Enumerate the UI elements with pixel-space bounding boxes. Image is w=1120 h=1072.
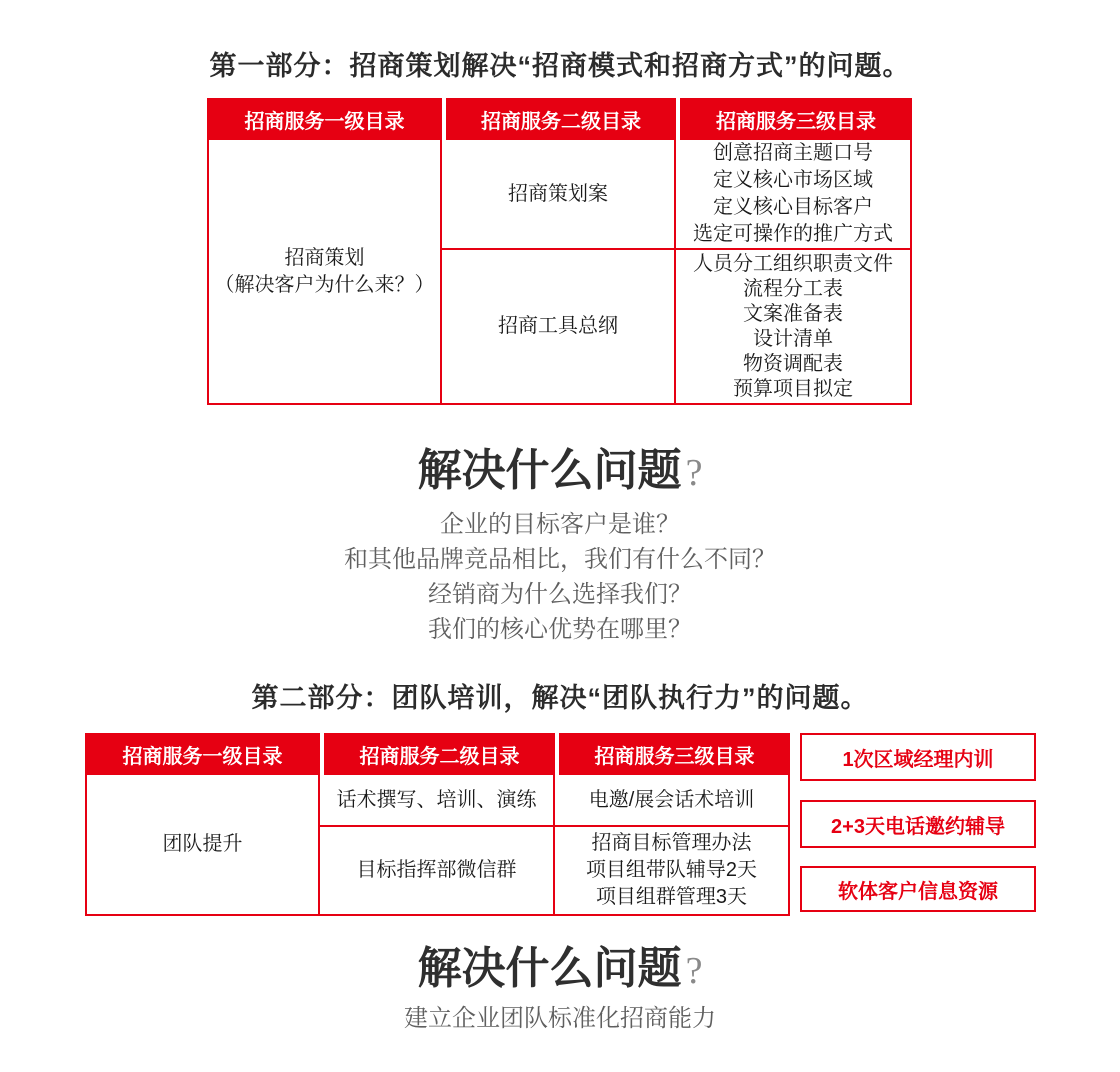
callout-box-label: 软体客户信息资源 <box>838 880 998 903</box>
table1-header-level1: 招商服务一级目录 <box>207 98 442 140</box>
question-line: 我们的核心优势在哪里？ <box>428 616 692 643</box>
table1-row2-level3-item: 文案准备表 <box>743 302 843 325</box>
questions-list <box>0 507 1120 647</box>
callout-box-customer-info <box>800 866 1036 912</box>
table2-header-level1: 招商服务一级目录 <box>85 733 320 775</box>
table1-header-level3: 招商服务三级目录 <box>676 98 912 140</box>
table2-row2-level3-cell <box>555 827 790 916</box>
solve-heading-2-text: 解决什么问题 <box>417 944 682 993</box>
table1-row2-level3-item: 物资调配表 <box>743 352 843 375</box>
solve-heading-1-text: 解决什么问题 <box>417 446 682 495</box>
table1-level1-cell <box>207 140 442 405</box>
table2-row2-level2-cell: 目标指挥部微信群 <box>320 827 555 916</box>
solve-heading-2 <box>0 944 1120 995</box>
callout-box-label: 2+3天电话邀约辅导 <box>831 815 1005 838</box>
question-line: 经销商为什么选择我们？ <box>428 581 692 608</box>
table2-level1-cell: 团队提升 <box>85 775 320 916</box>
table1-row1-level3-item: 选定可操作的推广方式 <box>693 223 893 245</box>
table2-row1-level3-cell: 电邀/展会话术培训 <box>555 775 790 827</box>
table1-row2-level3-item: 预算项目拟定 <box>733 377 853 400</box>
table1-row1-level2-cell: 招商策划案 <box>442 140 676 250</box>
callout-box-phone-coaching <box>800 800 1036 848</box>
section1-title: 第一部分：招商策划解决“招商模式和招商方式”的问题。 <box>209 51 911 81</box>
table1-level1-line1: 招商策划 <box>284 246 365 269</box>
table2-header-level3: 招商服务三级目录 <box>555 733 790 775</box>
table1-header-level2: 招商服务二级目录 <box>442 98 676 140</box>
table2-row2-level3-item: 项目组群管理3天 <box>595 886 748 908</box>
solve-heading-2-mark: ? <box>685 950 703 992</box>
table1-row1-level3-cell <box>676 140 912 250</box>
table2-row1-level2-cell: 话术撰写、培训、演练 <box>320 775 555 827</box>
table1-row1-level3-item: 创意招商主题口号 <box>713 142 873 164</box>
table1-row1-level3-item: 定义核心市场区域 <box>713 169 873 191</box>
table1-row2-level3-item: 设计清单 <box>753 327 833 350</box>
table1-row1-level3-item: 定义核心目标客户 <box>713 196 873 218</box>
table1-row2-level3-item: 流程分工表 <box>743 277 843 300</box>
callout-box-internal-training <box>800 733 1036 781</box>
table2-row2-level3-item: 项目组带队辅导2天 <box>585 859 758 881</box>
table1-row2-level3-item: 人员分工组织职责文件 <box>693 252 893 275</box>
solve-heading-1-mark: ? <box>685 452 703 494</box>
table2-row2-level3-item: 招商目标管理办法 <box>591 832 752 854</box>
table2-header-level2: 招商服务二级目录 <box>320 733 555 775</box>
callout-box-label: 1次区域经理内训 <box>842 748 994 771</box>
section1-table <box>207 98 912 405</box>
question-line: 和其他品牌竞品相比，我们有什么不同？ <box>344 546 776 573</box>
section2-table <box>85 733 790 916</box>
solve-answer: 建立企业团队标准化招商能力 <box>404 1005 716 1032</box>
table1-row2-level2-cell: 招商工具总纲 <box>442 250 676 405</box>
section2-title: 第二部分：团队培训，解决“团队执行力”的问题。 <box>251 683 869 713</box>
question-line: 企业的目标客户是谁？ <box>440 511 680 538</box>
table1-row2-level3-cell <box>676 250 912 405</box>
solve-heading-1 <box>0 446 1120 497</box>
table1-level1-line2: （解决客户为什么来？） <box>214 273 435 296</box>
